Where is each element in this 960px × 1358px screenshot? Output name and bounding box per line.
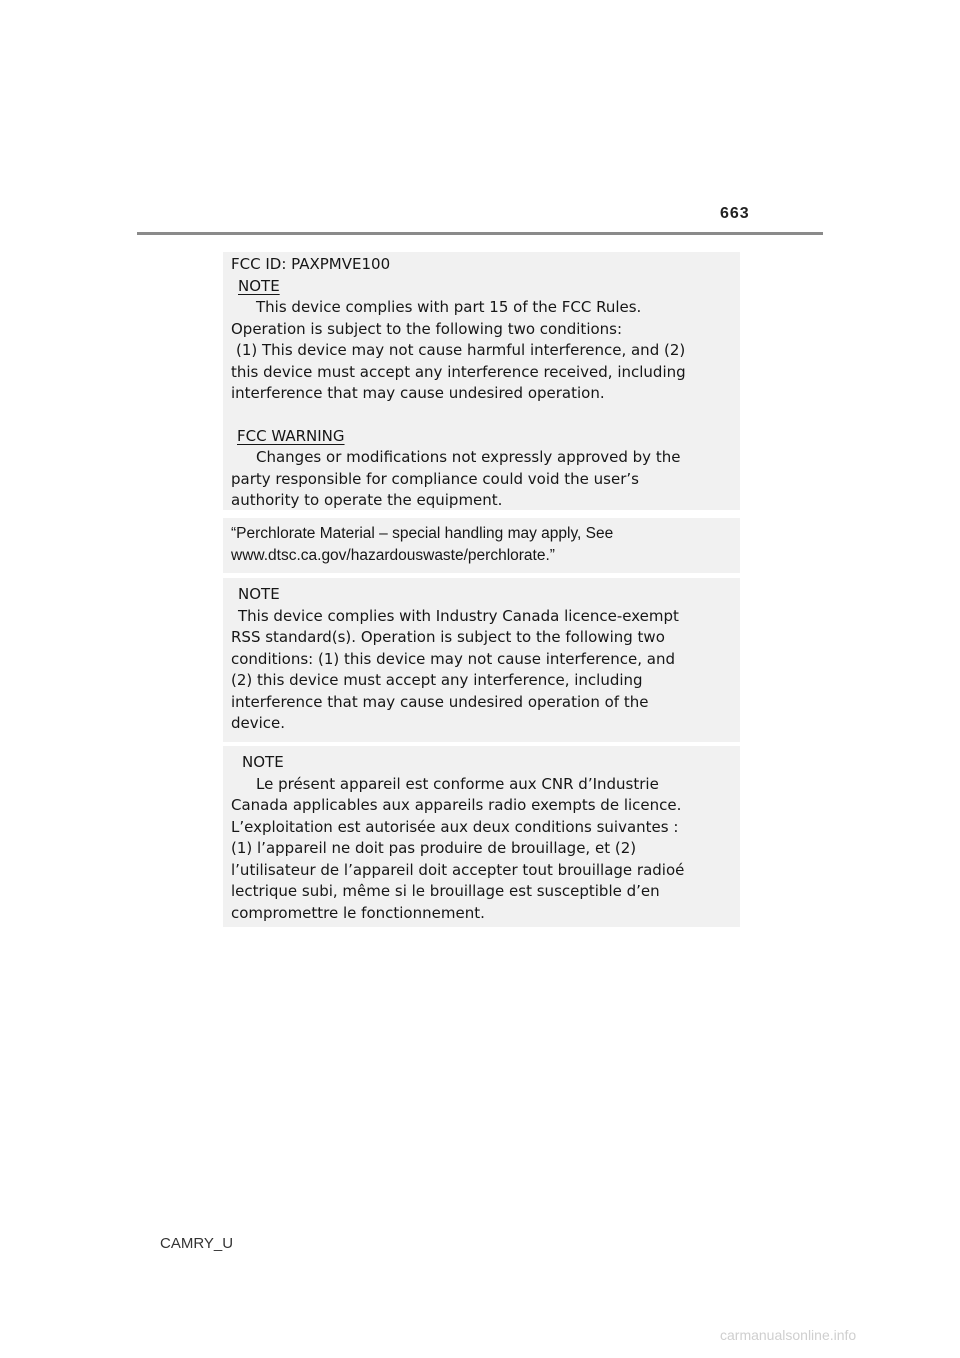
perchlorate-line: www.dtsc.ca.gov/hazardouswaste/perchlorate.”	[231, 546, 555, 564]
ic-english-line: RSS standard(s). Operation is subject to the following two	[231, 628, 665, 646]
ic-english-line: device.	[231, 714, 286, 732]
ic-english-line: (2) this device must accept any interference, including	[231, 671, 643, 689]
fcc-note-line: Operation is subject to the following two conditions:	[231, 319, 623, 338]
perchlorate-notice-block	[223, 518, 740, 573]
ic-french-line: Le présent appareil est conforme aux CNR d’Industrie	[256, 774, 659, 793]
ic-french-heading: NOTE	[242, 753, 284, 771]
ic-english-line: interference that may cause undesired operation of the	[231, 692, 649, 711]
fcc-note-line: this device must accept any interference received, including	[231, 362, 686, 381]
fcc-warning-line: party responsible for compliance could void the user’s	[231, 469, 639, 488]
document-code: CAMRY_U	[160, 1235, 234, 1252]
perchlorate-line: “Perchlorate Material – special handling may apply, See	[231, 525, 614, 542]
ic-english-heading: NOTE	[238, 585, 280, 603]
ic-french-line: Canada applicables aux appareils radio exempts de licence.	[231, 796, 682, 814]
fcc-warning-line: Changes or modifications not expressly approved by the	[256, 448, 681, 466]
ic-french-line: L’exploitation est autorisée aux deux conditions suivantes :	[231, 817, 679, 836]
ic-french-line: compromettre le fonctionnement.	[231, 903, 485, 922]
fcc-warning-heading: FCC WARNING	[237, 426, 345, 445]
fcc-note-line: This device complies with part 15 of the FCC Rules.	[256, 298, 642, 316]
ic-english-line: conditions: (1) this device may not cause interference, and	[231, 649, 675, 668]
fcc-warning-line: authority to operate the equipment.	[231, 491, 503, 509]
fcc-note-heading: NOTE	[238, 276, 280, 295]
ic-french-line: (1) l’appareil ne doit pas produire de brouillage, et (2)	[231, 839, 637, 857]
fcc-note-line: interference that may cause undesired operation.	[231, 384, 605, 402]
fcc-id-line: FCC ID: PAXPMVE100	[231, 255, 391, 273]
ic-english-notice-block	[223, 578, 740, 742]
ic-english-line: This device complies with Industry Canada licence-exempt	[238, 606, 679, 625]
watermark: carmanualsonline.info	[720, 1327, 857, 1343]
fcc-note-line: (1) This device may not cause harmful interference, and (2)	[236, 341, 686, 359]
page-number: 663	[720, 205, 750, 222]
ic-french-notice-block	[223, 746, 740, 927]
fcc-notice-block	[223, 252, 740, 510]
header-rule	[137, 232, 823, 235]
ic-french-line: lectrique subi, même si le brouillage est susceptible d’en	[231, 882, 660, 900]
ic-french-line: l’utilisateur de l’appareil doit accepter tout brouillage radioé	[231, 860, 685, 879]
